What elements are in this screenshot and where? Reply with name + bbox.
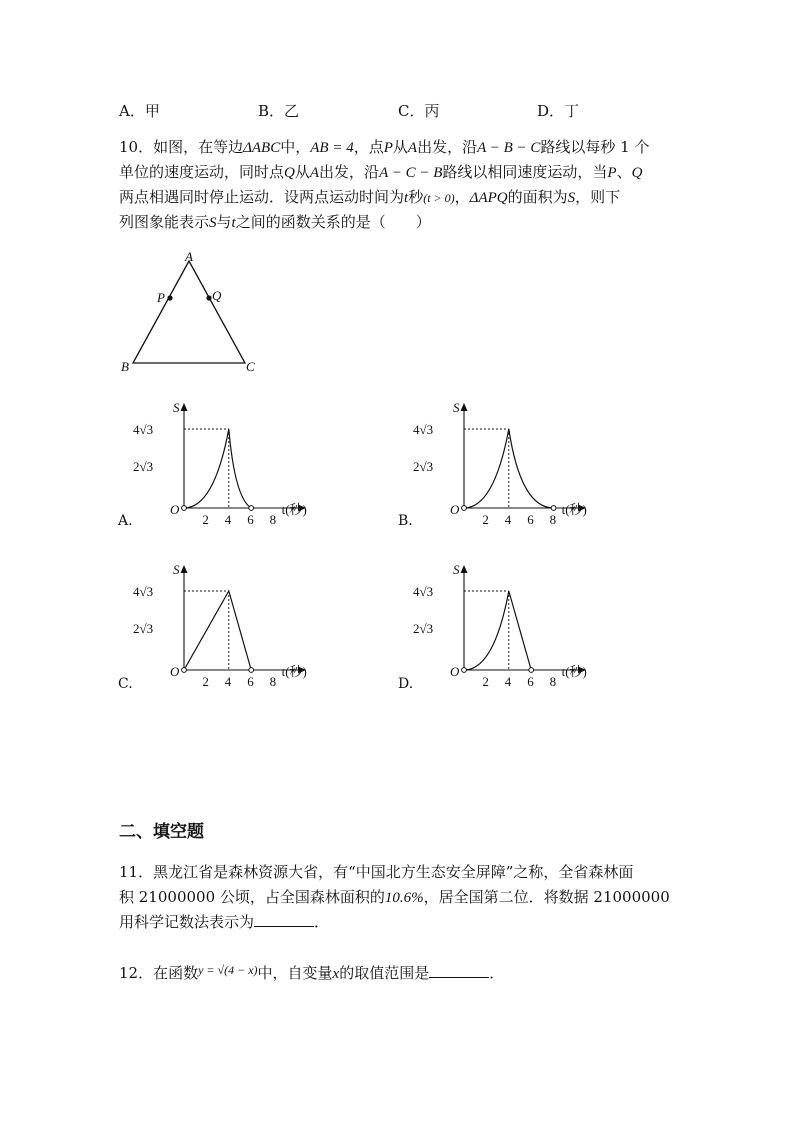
open-point-origin [462, 668, 467, 673]
point-p [167, 295, 172, 300]
x-axis-label: t(秒) [281, 502, 307, 517]
y-tick-mid: 2√3 [133, 459, 154, 474]
y-axis-arrow [181, 403, 188, 411]
x-tick-label: 2 [202, 512, 209, 527]
x-tick-label: 6 [247, 674, 254, 689]
origin-label: O [450, 502, 460, 517]
graph-option-label-d: D. [398, 676, 414, 692]
q12-answer-blank[interactable] [429, 963, 489, 978]
y-axis-label: S [453, 400, 460, 415]
x-axis-label: t(秒) [281, 664, 307, 679]
graph-curve [464, 591, 531, 670]
x-tick-label: 4 [504, 674, 512, 689]
y-axis-arrow [461, 403, 468, 411]
q9-option-c: C．丙 [398, 102, 440, 120]
graph-curve [464, 429, 554, 508]
x-tick-label: 2 [482, 674, 489, 689]
graph-curve [184, 591, 251, 670]
graph-option-d [408, 557, 608, 692]
y-tick-mid: 2√3 [413, 621, 434, 636]
q10-line-1: 10．如图，在等边ΔABC中，AB = 4，点P从A出发，沿A − B − C路线以每秒 1 个 [119, 138, 650, 156]
graph-curve [184, 429, 251, 508]
origin-label: O [170, 664, 180, 679]
open-point-end [249, 668, 254, 673]
x-tick-label: 8 [269, 674, 277, 689]
graph-option-label-b: B. [398, 513, 413, 529]
label-a: A [185, 249, 193, 264]
triangle-figure [115, 248, 265, 378]
x-axis-label: t(秒) [561, 502, 587, 517]
y-tick-top: 4√3 [133, 422, 154, 437]
q11-line-2: 积 21000000 公顷，占全国森林面积的10.6%，居全国第二位．将数据 21000000 [119, 888, 670, 906]
origin-label: O [170, 502, 180, 517]
section-2-title: 二、填空题 [119, 822, 204, 842]
q12-formula: y = √(4 − x) [198, 963, 258, 977]
q9-option-d: D．丁 [537, 102, 580, 120]
q9-option-b: B．乙 [258, 102, 300, 120]
open-point-end [551, 506, 556, 511]
x-tick-label: 6 [527, 512, 534, 527]
open-point-origin [462, 506, 467, 511]
x-tick-label: 2 [482, 512, 489, 527]
x-tick-label: 4 [224, 512, 232, 527]
open-point-end [529, 668, 534, 673]
graph-option-c [128, 557, 328, 692]
label-p: P [157, 290, 165, 305]
y-axis-arrow [461, 565, 468, 573]
x-tick-label: 4 [224, 674, 232, 689]
q11-line-1: 11．黑龙江省是森林资源大省，有“中国北方生态安全屏障”之称，全省森林面 [119, 863, 634, 881]
q11-line-3: 用科学记数法表示为 ． [119, 913, 330, 931]
y-axis-label: S [173, 562, 180, 577]
graph-option-label-c: C. [118, 676, 133, 692]
open-point-end [249, 506, 254, 511]
triangle-abc [133, 261, 245, 363]
label-q: Q [212, 288, 222, 303]
x-tick-label: 4 [504, 512, 512, 527]
label-c: C [246, 359, 255, 374]
q9-option-a: A．甲 [119, 102, 160, 120]
open-point-origin [182, 668, 187, 673]
q10-line-2: 单位的速度运动，同时点Q从A出发，沿A − C − B路线以相同速度运动，当P、Q [119, 163, 643, 181]
x-tick-label: 6 [527, 674, 534, 689]
y-tick-top: 4√3 [413, 584, 434, 599]
graph-option-b [408, 395, 608, 530]
q10-line-4: 列图象能表示S与t之间的函数关系的是（ ） [119, 213, 431, 231]
x-tick-label: 8 [269, 512, 277, 527]
x-tick-label: 2 [202, 674, 209, 689]
x-tick-label: 8 [549, 674, 557, 689]
q12-line: 12．在函数$^{y = √(4 - x)}$中，自变量x的取值范围是 ． [119, 963, 505, 982]
y-tick-top: 4√3 [413, 422, 434, 437]
y-tick-top: 4√3 [133, 584, 154, 599]
y-tick-mid: 2√3 [133, 621, 154, 636]
q10-line-3: 两点相遇同时停止运动．设两点运动时间为t秒(t > 0)，ΔAPQ的面积为S，则下 [119, 188, 621, 206]
x-tick-label: 8 [549, 512, 557, 527]
origin-label: O [450, 664, 460, 679]
label-b: B [121, 359, 129, 374]
graph-option-label-a: A. [118, 513, 133, 529]
x-axis-label: t(秒) [561, 664, 587, 679]
y-axis-label: S [453, 562, 460, 577]
open-point-origin [182, 506, 187, 511]
point-q [206, 295, 211, 300]
y-axis-label: S [173, 400, 180, 415]
graph-option-a [128, 395, 328, 530]
y-tick-mid: 2√3 [413, 459, 434, 474]
x-tick-label: 6 [247, 512, 254, 527]
q11-answer-blank[interactable] [254, 912, 314, 927]
y-axis-arrow [181, 565, 188, 573]
